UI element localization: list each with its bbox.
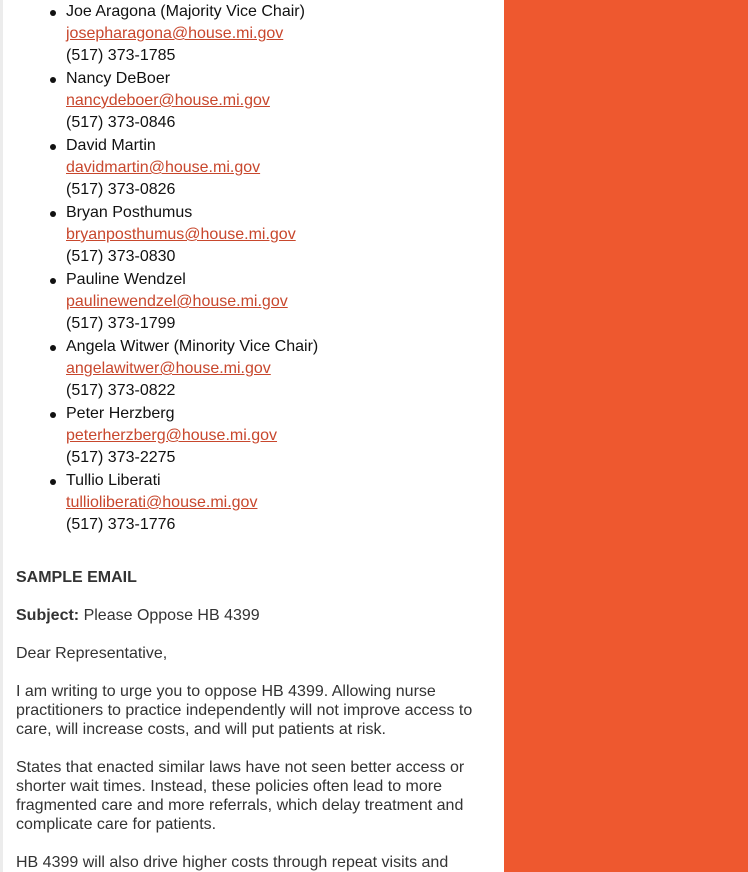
subject-text: Please Oppose HB 4399 [79, 607, 260, 624]
bullet-icon [50, 211, 56, 217]
member-phone: (517) 373-1776 [66, 516, 176, 533]
sample-email-greeting: Dear Representative, [16, 645, 168, 662]
bullet-icon [50, 345, 56, 351]
sample-email-heading: SAMPLE EMAIL [16, 569, 137, 586]
sample-email-subject [16, 606, 488, 625]
member-phone: (517) 373-0846 [66, 114, 176, 131]
member-email-link[interactable]: davidmartin@house.mi.gov [66, 159, 261, 176]
member-phone: (517) 373-0826 [66, 181, 176, 198]
list-item [3, 68, 504, 135]
list-item [3, 1, 504, 68]
bullet-icon [50, 479, 56, 485]
member-name: Pauline Wendzel [66, 271, 186, 288]
bullet-icon [50, 412, 56, 418]
sample-email-section [16, 568, 488, 872]
subject-label: Subject: [16, 607, 80, 624]
member-phone: (517) 373-2275 [66, 449, 176, 466]
member-email-link[interactable]: josepharagona@house.mi.gov [66, 25, 284, 42]
member-name: Peter Herzberg [66, 405, 175, 422]
list-item [3, 470, 504, 537]
member-email-link[interactable]: nancydeboer@house.mi.gov [66, 92, 270, 109]
member-email-link[interactable]: tullioliberati@house.mi.gov [66, 494, 258, 511]
member-phone: (517) 373-0822 [66, 382, 176, 399]
member-email-link[interactable]: peterherzberg@house.mi.gov [66, 427, 278, 444]
member-phone: (517) 373-1785 [66, 47, 176, 64]
member-name: Nancy DeBoer [66, 70, 171, 87]
bullet-icon [50, 77, 56, 83]
list-item [3, 269, 504, 336]
list-item [3, 336, 504, 403]
member-name: Angela Witwer (Minority Vice Chair) [66, 338, 319, 355]
member-name: Tullio Liberati [66, 472, 161, 489]
list-item [3, 403, 504, 470]
member-phone: (517) 373-1799 [66, 315, 176, 332]
list-item [3, 135, 504, 202]
member-email-link[interactable]: paulinewendzel@house.mi.gov [66, 293, 288, 310]
member-email-link[interactable]: bryanposthumus@house.mi.gov [66, 226, 296, 243]
sidebar-panel [504, 0, 748, 872]
committee-member-list [3, 1, 504, 537]
sample-email-paragraph: I am writing to urge you to oppose HB 4399. Allowing nurse practitioners to practice independently will not improve access to care, will increase costs, and will put patients at risk. [16, 683, 473, 738]
sample-email-paragraph: States that enacted similar laws have not seen better access or shorter wait times. Instead, these policies often lead to more fragmented care and more referrals, which delay treatment and complicate care for patients. [16, 759, 465, 833]
bullet-icon [50, 10, 56, 16]
member-name: David Martin [66, 137, 156, 154]
list-item [3, 202, 504, 269]
sample-email-paragraph: HB 4399 will also drive higher costs through repeat visits and [16, 854, 449, 871]
bullet-icon [50, 278, 56, 284]
member-email-link[interactable]: angelawitwer@house.mi.gov [66, 360, 271, 377]
member-phone: (517) 373-0830 [66, 248, 176, 265]
member-name: Joe Aragona (Majority Vice Chair) [66, 3, 305, 20]
bullet-icon [50, 144, 56, 150]
member-name: Bryan Posthumus [66, 204, 193, 221]
main-content [3, 0, 504, 872]
